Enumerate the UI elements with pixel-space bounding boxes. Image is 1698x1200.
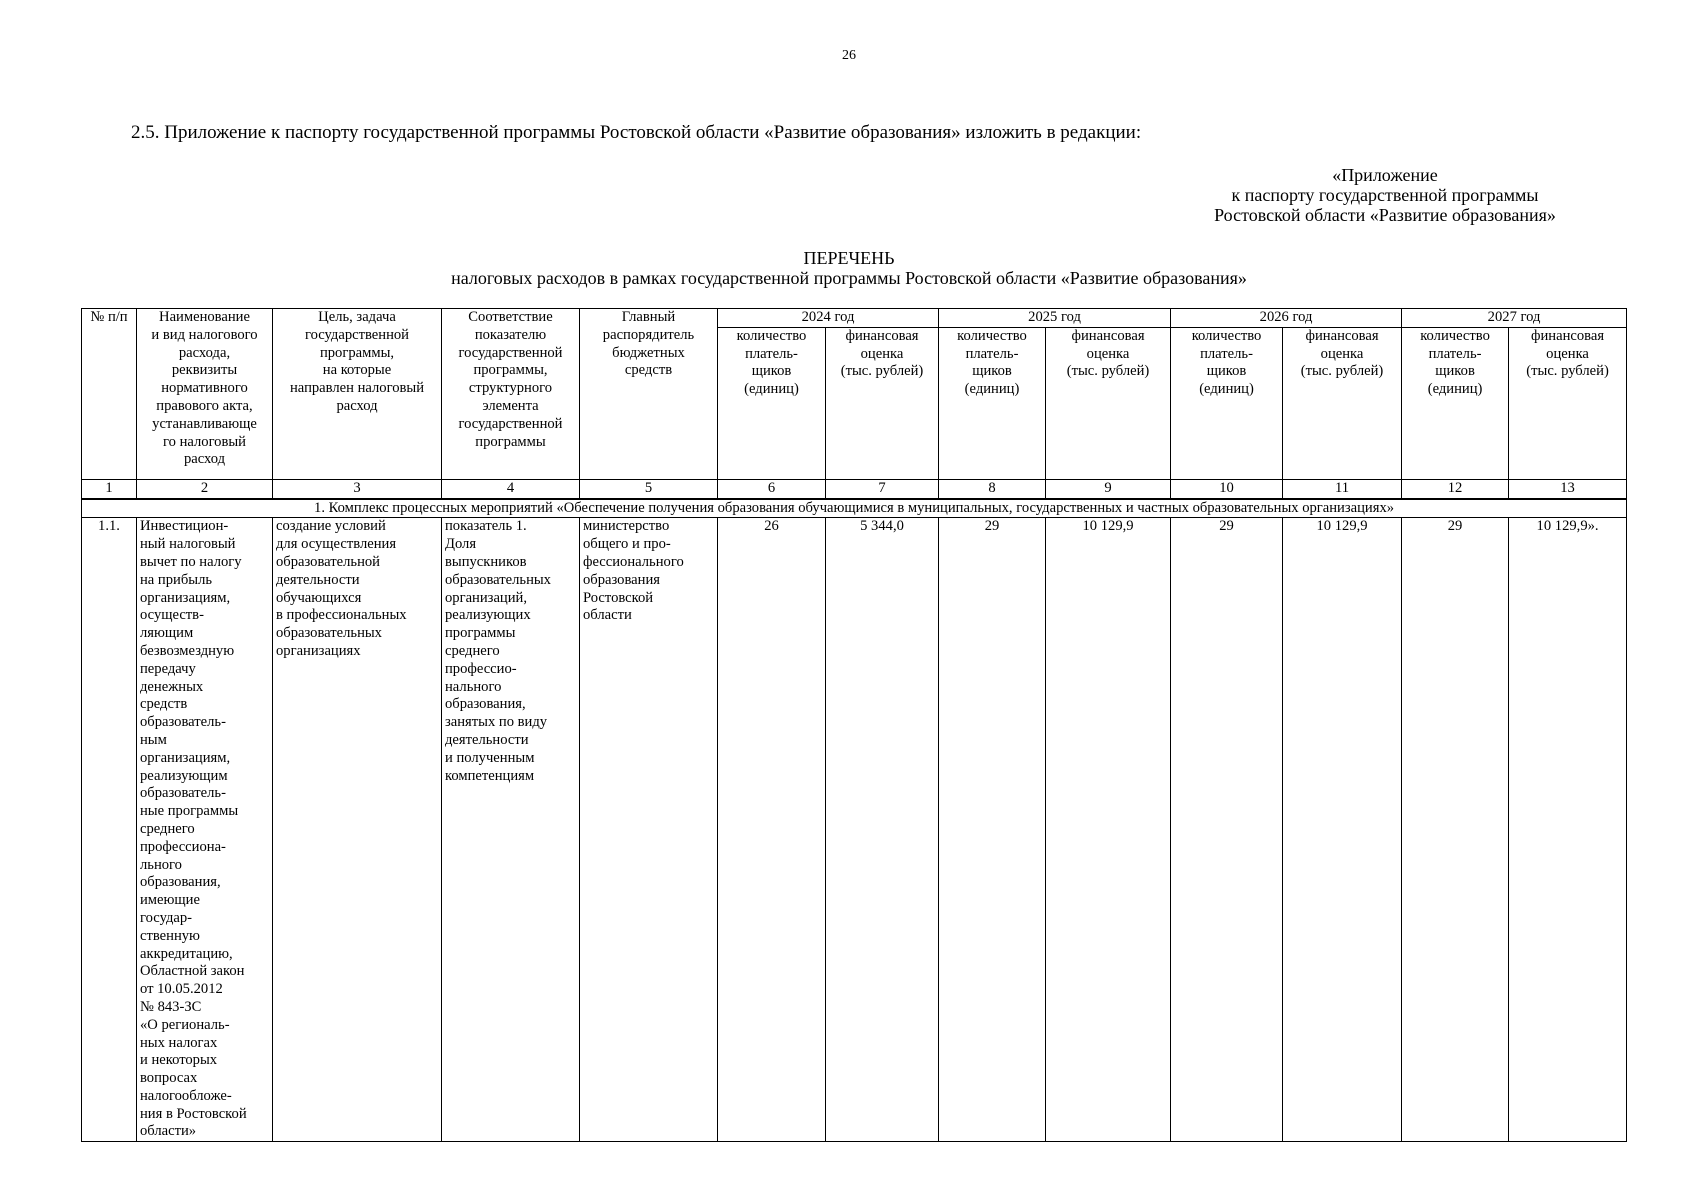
- column-number: 1: [82, 479, 137, 498]
- text-line: структурного: [468, 380, 553, 397]
- text-line: расхода,: [178, 344, 231, 361]
- row-amount-2027: 10 129,9».: [1509, 518, 1627, 1142]
- text-line: устанавливающе: [152, 415, 257, 432]
- header-year-2027: 2027 год: [1402, 309, 1627, 328]
- text-line: платель-: [745, 345, 798, 362]
- text-line: оценка: [1546, 345, 1589, 362]
- text-line: го налоговый: [163, 433, 246, 450]
- appendix-note-line: к паспорту государственной программы: [1231, 185, 1539, 205]
- text-line: организаций,: [445, 589, 527, 606]
- text-line: государ-: [140, 909, 193, 926]
- header-manager: [580, 309, 718, 480]
- text-line: передачу: [140, 660, 196, 677]
- row-goal: [273, 518, 442, 1142]
- text-line: ным: [140, 731, 167, 748]
- text-line: платель-: [1200, 345, 1253, 362]
- text-line: средств: [140, 696, 188, 713]
- text-line: Ростовской: [583, 589, 654, 606]
- text-line: программы,: [319, 344, 395, 361]
- text-line: налогообложе-: [140, 1087, 232, 1104]
- column-number: 5: [580, 479, 718, 498]
- text-line: количество: [736, 327, 807, 344]
- text-line: щиков: [972, 363, 1012, 380]
- text-line: «О региональ-: [140, 1016, 230, 1033]
- row-manager: [580, 518, 718, 1142]
- text-line: нального: [445, 678, 502, 695]
- text-line: и некоторых: [140, 1052, 218, 1069]
- text-line: образовательных: [445, 571, 551, 588]
- text-line: деятельности: [445, 731, 529, 748]
- row-count-2026: 29: [1171, 518, 1283, 1142]
- text-line: безвозмездную: [140, 642, 235, 659]
- text-line: создание условий: [276, 518, 386, 535]
- text-line: (тыс. рублей): [840, 363, 924, 380]
- text-line: оценка: [1086, 345, 1130, 362]
- appendix-note-line: «Приложение: [1332, 165, 1438, 185]
- text-line: общего и про-: [583, 536, 671, 553]
- subtitle-line: налоговых расходов в рамках государственной программы Ростовской области «Развитие образования»: [451, 268, 1247, 288]
- header-amount: [1046, 327, 1171, 479]
- text-line: образования: [583, 571, 660, 588]
- column-number: 6: [718, 479, 826, 498]
- text-line: деятельности: [276, 571, 360, 588]
- text-line: показатель 1.: [445, 518, 527, 535]
- row-count-2027: 29: [1402, 518, 1509, 1142]
- text-line: выпускников: [445, 553, 527, 570]
- text-line: имеющие: [140, 892, 200, 909]
- page-number: 26: [842, 48, 856, 63]
- document-title: [300, 248, 1398, 288]
- text-line: ляющим: [140, 625, 194, 642]
- header-count: [718, 327, 826, 479]
- text-line: обучающихся: [276, 589, 362, 606]
- text-line: Соответствие: [468, 309, 553, 325]
- text-line: финансовая: [1305, 327, 1379, 344]
- column-number: 11: [1283, 479, 1402, 498]
- text-line: оценка: [860, 345, 904, 362]
- text-line: образовательной: [276, 553, 380, 570]
- text-line: финансовая: [845, 327, 919, 344]
- text-line: реализующих: [445, 607, 531, 624]
- text-line: финансовая: [1531, 327, 1605, 344]
- text-line: вопросах: [140, 1070, 198, 1087]
- text-line: программы,: [473, 362, 548, 379]
- text-line: профессиона-: [140, 838, 226, 855]
- text-line: платель-: [965, 345, 1019, 362]
- header-year-2025: 2025 год: [939, 309, 1171, 328]
- text-line: среднего: [140, 820, 195, 837]
- text-line: на прибыль: [140, 571, 213, 588]
- text-line: ные программы: [140, 803, 239, 820]
- text-line: распорядитель: [602, 326, 695, 343]
- text-line: на которые: [322, 362, 392, 379]
- text-line: программы: [445, 625, 516, 642]
- text-line: осуществ-: [140, 607, 204, 624]
- column-number: 10: [1171, 479, 1283, 498]
- text-line: щиков: [751, 363, 792, 380]
- text-line: ния в Ростовской: [140, 1105, 247, 1122]
- text-line: средств: [624, 362, 673, 379]
- column-numbers-row: [82, 479, 1627, 498]
- text-line: (единиц): [1199, 381, 1254, 398]
- column-number: 2: [137, 479, 273, 498]
- header-goal: [273, 309, 442, 480]
- text-line: профессио-: [445, 660, 517, 677]
- text-line: (единиц): [964, 381, 1020, 398]
- text-line: расход: [336, 397, 378, 414]
- text-line: Инвестицион-: [140, 518, 229, 535]
- table-row: [82, 518, 1627, 1142]
- row-amount-2025: 10 129,9: [1046, 518, 1171, 1142]
- text-line: реквизиты: [171, 362, 238, 379]
- text-line: компетенциям: [445, 767, 535, 784]
- text-line: образования,: [140, 874, 221, 891]
- text-line: государственной: [458, 415, 563, 432]
- text-line: количество: [957, 327, 1027, 344]
- text-line: аккредитацию,: [140, 945, 233, 962]
- text-line: занятых по виду: [445, 714, 548, 731]
- text-line: Наименование: [159, 309, 250, 325]
- header-amount: [1283, 327, 1402, 479]
- text-line: (тыс. рублей): [1300, 363, 1384, 380]
- text-line: бюджетных: [612, 344, 685, 361]
- text-line: щиков: [1435, 363, 1475, 380]
- row-amount-2024: 5 344,0: [826, 518, 939, 1142]
- text-line: в профессиональных: [276, 607, 407, 624]
- text-line: организациям,: [140, 749, 231, 766]
- text-line: ственную: [140, 927, 200, 944]
- appendix-note-line: Ростовской области «Развитие образования»: [1214, 205, 1556, 225]
- text-line: фессионального: [583, 553, 684, 570]
- text-line: льного: [140, 856, 182, 873]
- text-line: элемента: [482, 397, 539, 414]
- title-line: ПЕРЕЧЕНЬ: [803, 248, 895, 268]
- text-line: и вид налогового: [151, 326, 258, 343]
- text-line: для осуществления: [276, 536, 397, 553]
- appendix-note: [1140, 165, 1630, 225]
- text-line: Доля: [445, 536, 477, 553]
- text-line: среднего: [445, 642, 500, 659]
- text-line: образователь-: [140, 785, 226, 802]
- text-line: Областной закон: [140, 963, 245, 980]
- column-number: 12: [1402, 479, 1509, 498]
- row-name: [137, 518, 273, 1142]
- text-line: реализующим: [140, 767, 228, 784]
- header-row-years: [82, 309, 1627, 328]
- header-indicator: [442, 309, 580, 480]
- section-row: [82, 499, 1627, 518]
- text-line: нормативного: [161, 380, 248, 397]
- text-line: (тыс. рублей): [1066, 363, 1150, 380]
- text-line: правового акта,: [156, 397, 253, 414]
- column-number: 13: [1509, 479, 1627, 498]
- text-line: платель-: [1428, 345, 1482, 362]
- header-count: [939, 327, 1046, 479]
- text-line: министерство: [583, 518, 670, 535]
- header-year-2026: 2026 год: [1171, 309, 1402, 328]
- text-line: оценка: [1320, 345, 1364, 362]
- row-count-2024: 26: [718, 518, 826, 1142]
- text-line: Цель, задача: [318, 309, 396, 325]
- text-line: № 843-ЗС: [140, 998, 202, 1015]
- header-num: № п/п: [82, 309, 137, 480]
- text-line: денежных: [140, 678, 204, 695]
- text-line: ных налогах: [140, 1034, 218, 1051]
- column-number: 9: [1046, 479, 1171, 498]
- text-line: количество: [1420, 327, 1490, 344]
- text-line: от 10.05.2012: [140, 981, 223, 998]
- text-line: щиков: [1206, 363, 1247, 380]
- row-count-2025: 29: [939, 518, 1046, 1142]
- text-line: области: [583, 607, 632, 624]
- text-line: ный налоговый: [140, 536, 236, 553]
- header-count: [1171, 327, 1283, 479]
- column-number: 8: [939, 479, 1046, 498]
- text-line: направлен налоговый: [289, 380, 425, 397]
- intro-paragraph: 2.5. Приложение к паспорту государственной программы Ростовской области «Развитие образования» изложить в редакции:: [131, 122, 1142, 143]
- text-line: и полученным: [445, 749, 535, 766]
- header-count: [1402, 327, 1509, 479]
- text-line: расход: [183, 451, 226, 468]
- text-line: программы: [475, 433, 546, 450]
- text-line: образовательных: [276, 625, 382, 642]
- text-line: государственной: [458, 344, 563, 361]
- header-year-2024: 2024 год: [718, 309, 939, 328]
- text-line: (единиц): [744, 381, 799, 398]
- text-line: финансовая: [1071, 327, 1145, 344]
- tax-expenditures-table: [81, 308, 1627, 1142]
- text-line: организациям,: [140, 589, 231, 606]
- row-indicator: [442, 518, 580, 1142]
- column-number: 7: [826, 479, 939, 498]
- column-number: 4: [442, 479, 580, 498]
- row-amount-2026: 10 129,9: [1283, 518, 1402, 1142]
- text-line: области»: [140, 1123, 197, 1140]
- text-line: образования,: [445, 696, 526, 713]
- text-line: организациях: [276, 642, 361, 659]
- text-line: (единиц): [1427, 381, 1483, 398]
- text-line: образователь-: [140, 714, 226, 731]
- text-line: вычет по налогу: [140, 553, 242, 570]
- header-amount: [826, 327, 939, 479]
- header-name: [137, 309, 273, 480]
- header-amount: [1509, 327, 1627, 479]
- text-line: показателю: [474, 326, 547, 343]
- section-title: 1. Комплекс процессных мероприятий «Обеспечение получения образования обучающимися в муниципальных, государственных и частных образовательных организациях»: [82, 499, 1627, 518]
- row-num: 1.1.: [82, 518, 137, 1142]
- text-line: государственной: [304, 326, 409, 343]
- text-line: количество: [1191, 327, 1262, 344]
- text-line: Главный: [621, 309, 676, 325]
- column-number: 3: [273, 479, 442, 498]
- text-line: (тыс. рублей): [1526, 363, 1609, 380]
